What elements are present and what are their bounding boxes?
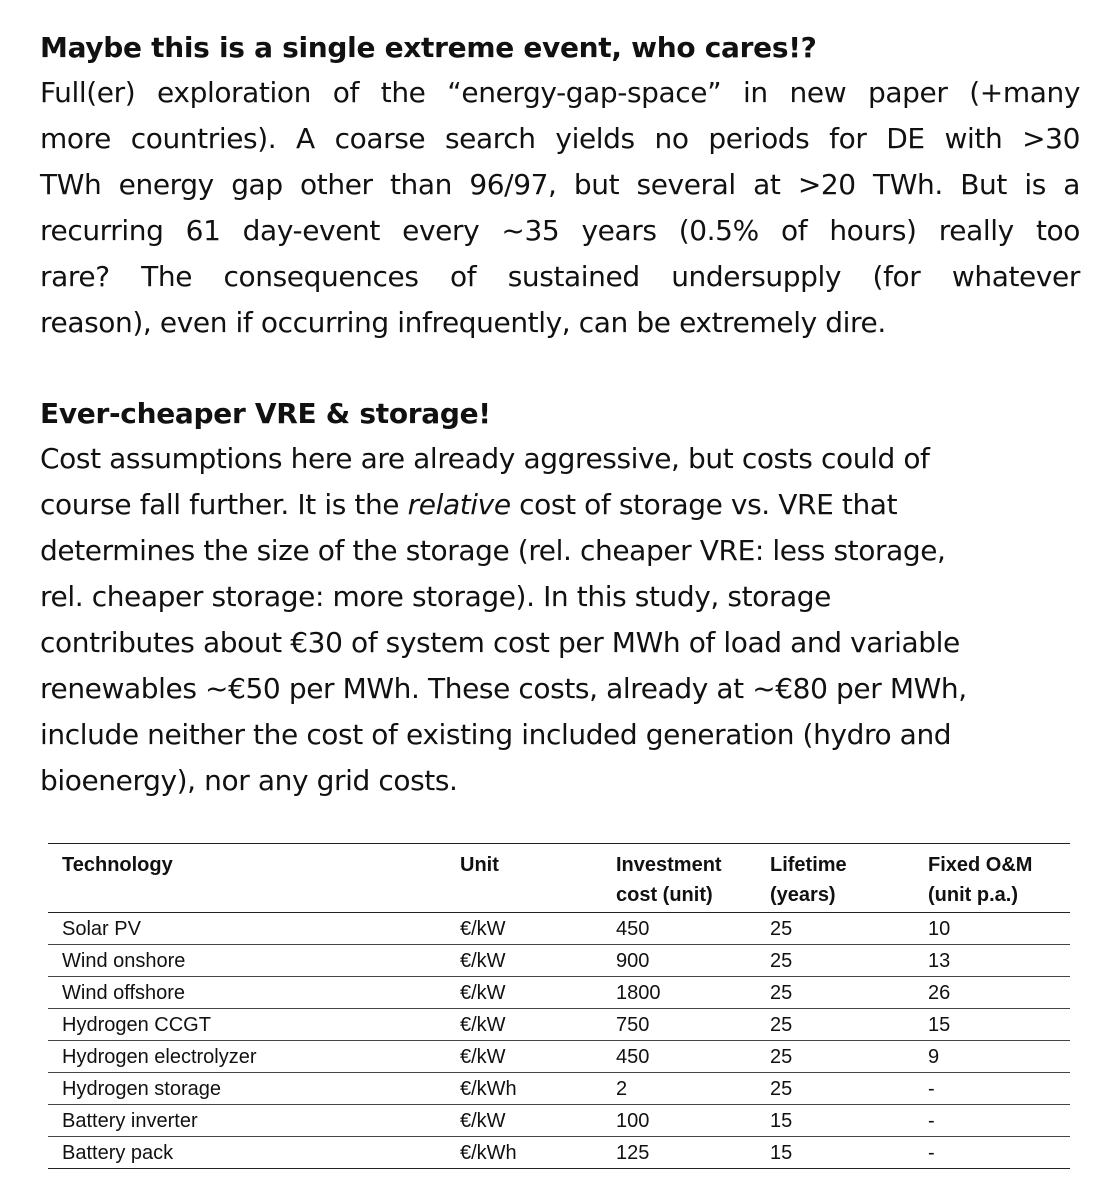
cell-technology: Hydrogen CCGT: [48, 1009, 460, 1041]
header-lifetime: Lifetime (years): [770, 844, 928, 913]
table-header: [48, 844, 1070, 913]
cell-lifetime: 25: [770, 977, 928, 1009]
cell-unit: €/kW: [460, 913, 616, 945]
emphasis-text: relative: [407, 488, 511, 521]
paragraph-line: include neither the cost of existing included generation (hydro and: [40, 718, 952, 751]
header-fixed-om: Fixed O&M (unit p.a.): [928, 844, 1070, 913]
cost-assumptions-table-wrap: [48, 843, 1070, 1169]
header-unit: Unit: [460, 844, 616, 913]
cell-lifetime: 25: [770, 1041, 928, 1073]
table-row: [48, 977, 1070, 1009]
cell-investment: 2: [616, 1073, 770, 1105]
cell-investment: 100: [616, 1105, 770, 1137]
paragraph-line: TWh energy gap other than 96/97, but several at >20 TWh. But is a: [40, 168, 1080, 201]
cell-technology: Battery inverter: [48, 1105, 460, 1137]
cell-unit: €/kW: [460, 1041, 616, 1073]
cell-lifetime: 25: [770, 913, 928, 945]
cell-investment: 450: [616, 913, 770, 945]
section-heading: Ever-cheaper VRE & storage!: [40, 397, 491, 430]
cell-investment: 900: [616, 945, 770, 977]
table-row: [48, 1105, 1070, 1137]
cell-unit: €/kW: [460, 1105, 616, 1137]
section-extreme-event: [40, 26, 1080, 346]
cell-unit: €/kW: [460, 945, 616, 977]
cell-fixed-om: 13: [928, 945, 1070, 977]
table-row: [48, 1073, 1070, 1105]
cell-technology: Hydrogen electrolyzer: [48, 1041, 460, 1073]
cell-investment: 125: [616, 1137, 770, 1169]
cell-fixed-om: -: [928, 1105, 1070, 1137]
cell-technology: Wind onshore: [48, 945, 460, 977]
line-text: cost of storage vs. VRE that: [510, 488, 898, 521]
cell-fixed-om: 10: [928, 913, 1070, 945]
table-row: [48, 1137, 1070, 1169]
cell-investment: 1800: [616, 977, 770, 1009]
paragraph-line: rel. cheaper storage: more storage). In this study, storage: [40, 580, 831, 613]
table-row: [48, 913, 1070, 945]
table-header-row: [48, 844, 1070, 913]
paragraph-line: determines the size of the storage (rel. cheaper VRE: less storage,: [40, 534, 946, 567]
paragraph-line: renewables ~€50 per MWh. These costs, already at ~€80 per MWh,: [40, 672, 967, 705]
paragraph-line: bioenergy), nor any grid costs.: [40, 764, 458, 797]
cell-fixed-om: 9: [928, 1041, 1070, 1073]
cell-technology: Wind offshore: [48, 977, 460, 1009]
cell-lifetime: 25: [770, 945, 928, 977]
cost-assumptions-table: [48, 843, 1070, 1169]
cell-lifetime: 15: [770, 1105, 928, 1137]
table-row: [48, 1041, 1070, 1073]
paragraph-line: Cost assumptions here are already aggressive, but costs could of: [40, 442, 930, 475]
cell-investment: 450: [616, 1041, 770, 1073]
paragraph-line: [40, 482, 1080, 528]
paragraph-line: contributes about €30 of system cost per MWh of load and variable: [40, 626, 960, 659]
header-investment: Investment cost (unit): [616, 844, 770, 913]
table-row: [48, 945, 1070, 977]
header-technology: Technology: [48, 844, 460, 913]
cell-fixed-om: 26: [928, 977, 1070, 1009]
paragraph-line: rare? The consequences of sustained undersupply (for whatever: [40, 260, 1080, 293]
paragraph-line: reason), even if occurring infrequently, can be extremely dire.: [40, 306, 886, 339]
paragraph-line: Full(er) exploration of the “energy-gap-space” in new paper (+many: [40, 76, 1080, 109]
cell-lifetime: 25: [770, 1073, 928, 1105]
cell-unit: €/kWh: [460, 1137, 616, 1169]
paragraph-line: recurring 61 day-event every ~35 years (0.5% of hours) really too: [40, 214, 1080, 247]
table-body: [48, 913, 1070, 1169]
cell-lifetime: 25: [770, 1009, 928, 1041]
cell-unit: €/kWh: [460, 1073, 616, 1105]
cell-technology: Solar PV: [48, 913, 460, 945]
cell-fixed-om: 15: [928, 1009, 1070, 1041]
section-cheaper-vre: [40, 392, 1080, 804]
cell-technology: Battery pack: [48, 1137, 460, 1169]
table-row: [48, 1009, 1070, 1041]
cell-unit: €/kW: [460, 1009, 616, 1041]
section-paragraph: [40, 70, 1080, 346]
cell-fixed-om: -: [928, 1137, 1070, 1169]
section-paragraph: [40, 436, 1080, 804]
cell-technology: Hydrogen storage: [48, 1073, 460, 1105]
cell-investment: 750: [616, 1009, 770, 1041]
section-heading: Maybe this is a single extreme event, who cares!?: [40, 31, 817, 64]
paragraph-line: more countries). A coarse search yields no periods for DE with >30: [40, 122, 1080, 155]
line-text: course fall further. It is the: [40, 488, 408, 521]
cell-fixed-om: -: [928, 1073, 1070, 1105]
cell-lifetime: 15: [770, 1137, 928, 1169]
cell-unit: €/kW: [460, 977, 616, 1009]
